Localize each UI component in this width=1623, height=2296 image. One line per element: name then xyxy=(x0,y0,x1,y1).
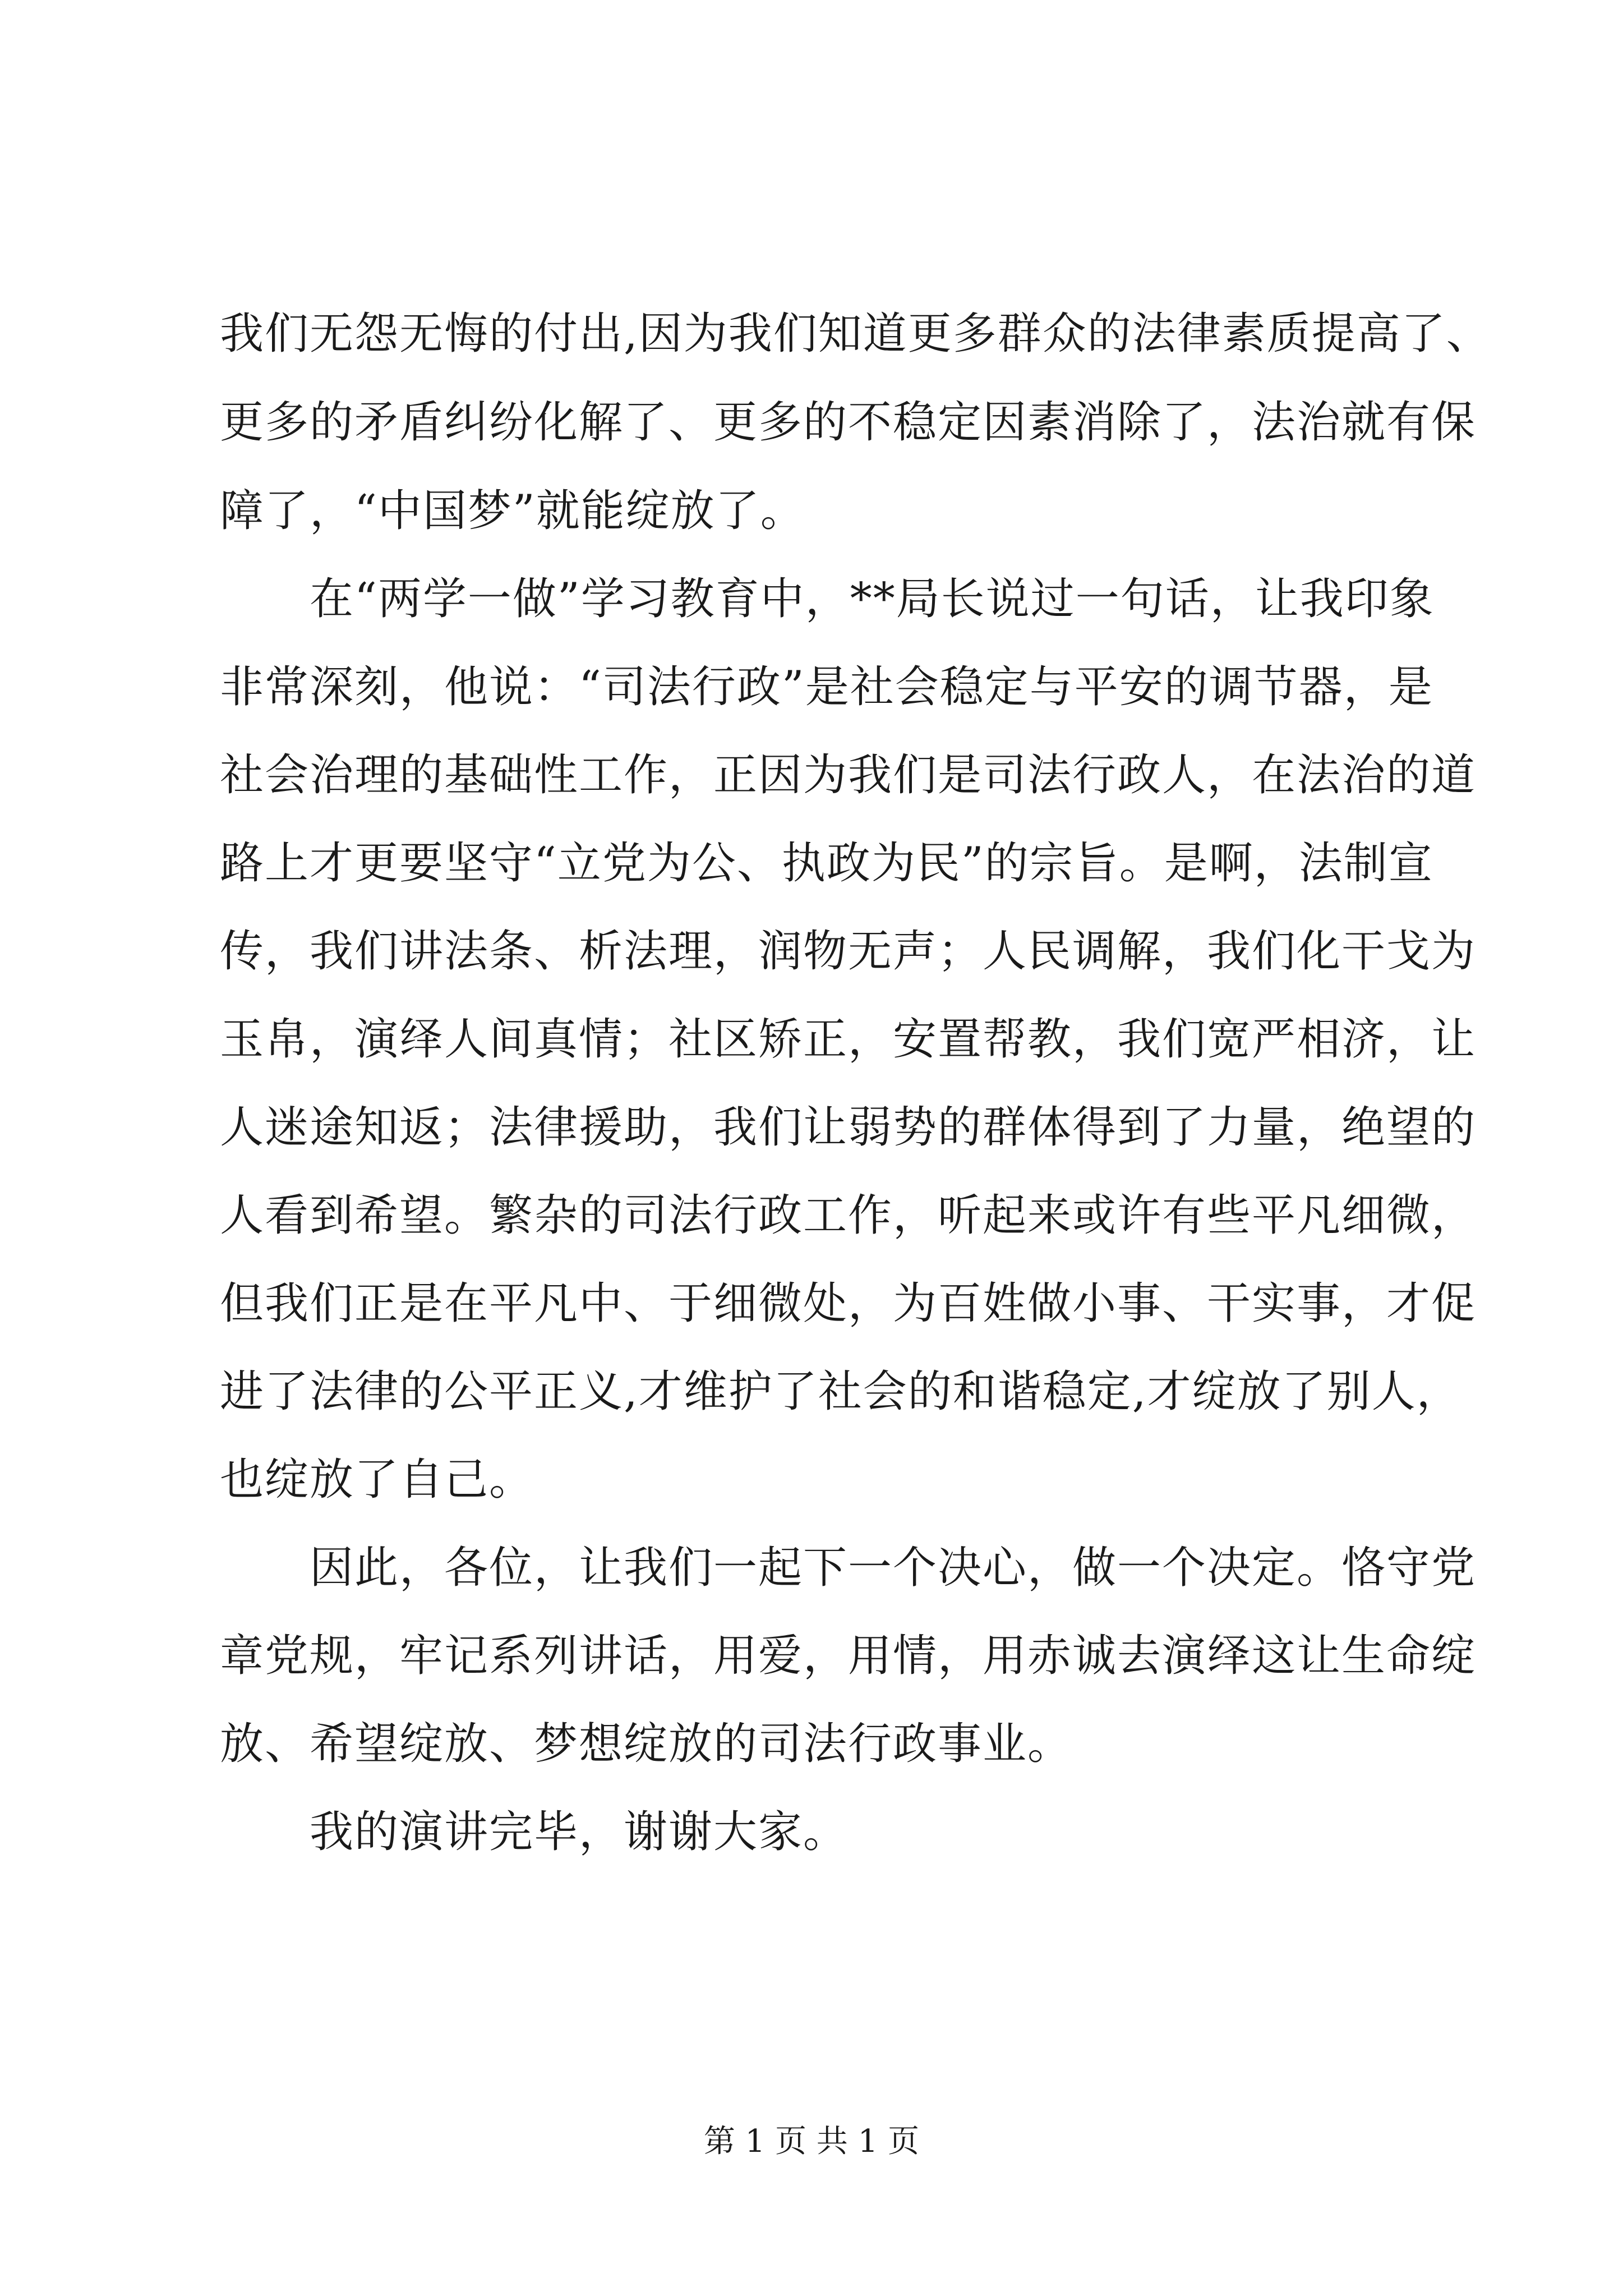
body-text-line: 但我们正是在平凡中、于细微处，为百姓做小事、干实事，才促 xyxy=(220,1278,1477,1329)
body-text-line: 在“两学一做”学习教育中，**局长说过一句话，让我印象 xyxy=(310,574,1435,624)
body-text-line: 因此，各位，让我们一起下一个决心，做一个决定。恪守党 xyxy=(310,1543,1477,1593)
body-text-line: 玉帛，演绎人间真情；社区矫正，安置帮教，我们宽严相济，让 xyxy=(220,1014,1477,1065)
body-text-line: 更多的矛盾纠纷化解了、更多的不稳定因素消除了，法治就有保 xyxy=(220,397,1477,448)
body-text-line: 放、希望绽放、梦想绽放的司法行政事业。 xyxy=(220,1719,1073,1769)
page-number-footer: 第 1 页 共 1 页 xyxy=(703,2123,920,2160)
body-text-line: 传，我们讲法条、析法理，润物无声；人民调解，我们化干戈为 xyxy=(220,926,1477,977)
body-text-line: 章党规，牢记系列讲话，用爱，用情，用赤诚去演绎这让生命绽 xyxy=(220,1631,1477,1681)
body-text-line: 非常深刻，他说：“司法行政”是社会稳定与平安的调节器，是 xyxy=(220,662,1433,712)
body-text-line: 人迷途知返；法律援助，我们让弱势的群体得到了力量，绝望的 xyxy=(220,1102,1477,1153)
body-text-line: 社会治理的基础性工作，正因为我们是司法行政人，在法治的道 xyxy=(220,750,1477,800)
body-text-line: 进了法律的公平正义,才维护了社会的和谐稳定,才绽放了别人， xyxy=(220,1366,1461,1417)
body-text-line: 我的演讲完毕，谢谢大家。 xyxy=(310,1807,849,1857)
body-text-line: 障了，“中国梦”就能绽放了。 xyxy=(220,486,805,536)
body-text-line: 路上才更要坚守“立党为公、执政为民”的宗旨。是啊，法制宣 xyxy=(220,838,1433,889)
body-text-line: 我们无怨无悔的付出,因为我们知道更多群众的法律素质提高了、 xyxy=(220,309,1491,359)
body-text-line: 也绽放了自己。 xyxy=(220,1455,534,1505)
body-text-line: 人看到希望。繁杂的司法行政工作，听起来或许有些平凡细微， xyxy=(220,1190,1477,1241)
